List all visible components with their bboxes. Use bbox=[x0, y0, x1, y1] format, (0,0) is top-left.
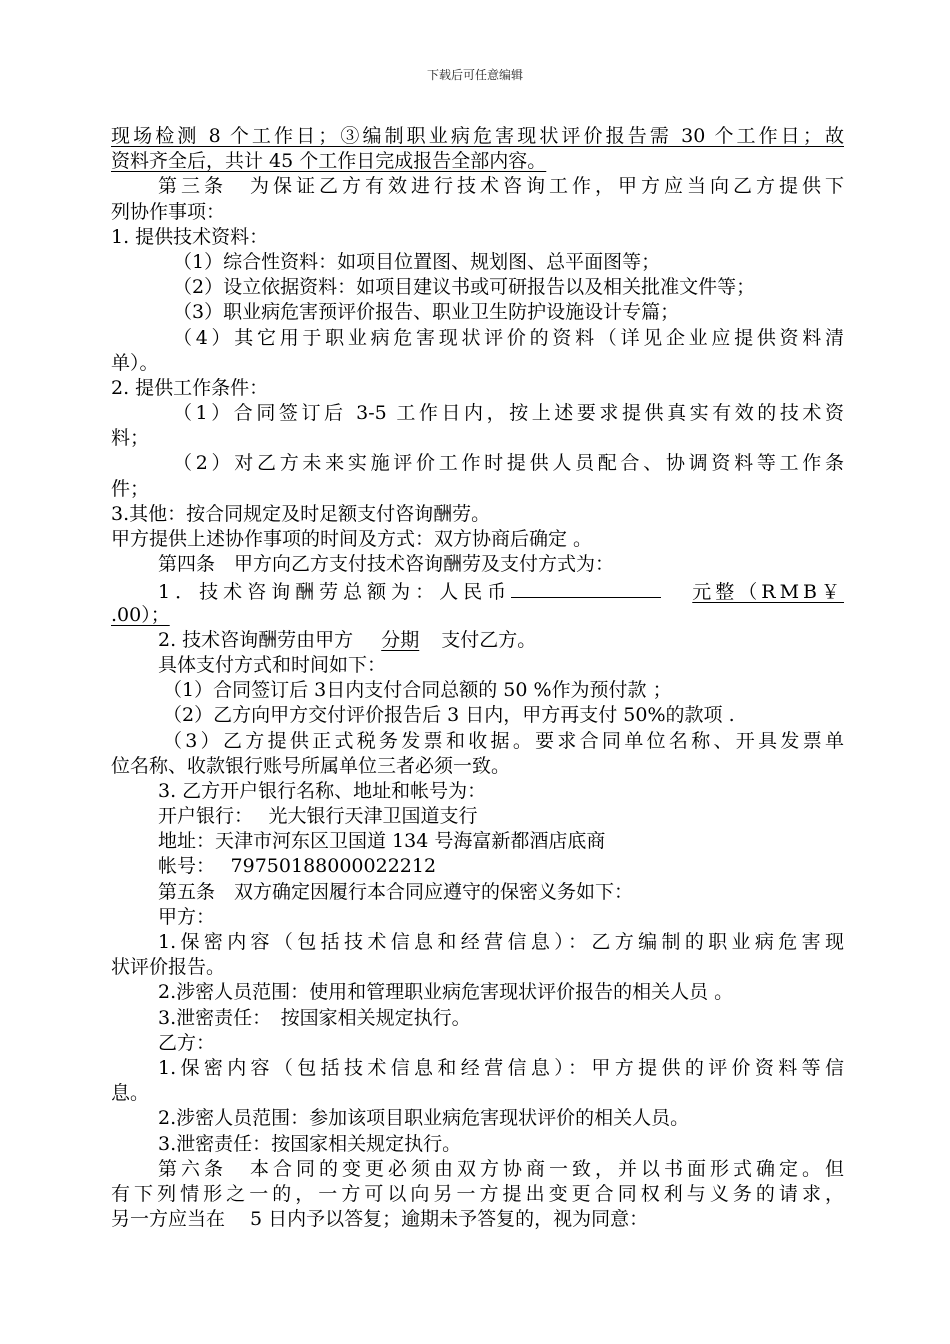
list-item: （2）乙方向甲方交付评价报告后 3 日内，甲方再支付 50%的款项 . bbox=[163, 704, 735, 727]
payment-method-value: 分期 bbox=[381, 628, 420, 651]
text-line: 单）。 bbox=[111, 351, 159, 374]
article-four-heading: 第四条 甲方向乙方支付技术咨询酬劳及支付方式为： bbox=[158, 553, 615, 576]
text-line: 1.保密内容（包括技术信息和经营信息）：乙方编制的职业病危害现 bbox=[158, 931, 844, 953]
text-line: 甲方： bbox=[158, 905, 216, 928]
text-line: 2. 提供工作条件： bbox=[111, 376, 269, 399]
page-header: 下载后可任意编辑 bbox=[426, 68, 523, 82]
text-line bbox=[111, 603, 844, 628]
text-line: 息。 bbox=[111, 1082, 150, 1105]
text-line: 3.泄密责任： 按国家相关规定执行。 bbox=[158, 1006, 471, 1029]
list-item: （2）设立依据资料：如项目建议书或可研报告以及相关批准文件等； bbox=[173, 276, 756, 299]
bank-name: 开户银行： 光大银行天津卫国道支行 bbox=[158, 805, 478, 828]
contract-body bbox=[111, 124, 844, 1232]
text-line: 件； bbox=[111, 477, 150, 500]
text-line: 1. 提供技术资料： bbox=[111, 225, 269, 248]
text-line: 料； bbox=[111, 427, 150, 450]
text-line: 2.涉密人员范围：使用和管理职业病危害现状评价报告的相关人员 。 bbox=[158, 981, 734, 1004]
text-line: 乙方： bbox=[158, 1031, 216, 1054]
bank-account: 帐号： 79750188000022212 bbox=[158, 855, 437, 878]
text-line: 2.涉密人员范围：参加该项目职业病危害现状评价的相关人员。 bbox=[158, 1107, 690, 1130]
text-line: 3.其他：按合同规定及时足额支付咨询酬劳。 bbox=[111, 502, 491, 525]
list-item: （1）合同签订后 3日内支付合同总额的 50 %作为预付款 ； bbox=[163, 679, 672, 702]
article-five-heading: 第五条 双方确定因履行本合同应遵守的保密义务如下： bbox=[158, 880, 634, 903]
list-item: （3）职业病危害预评价报告、职业卫生防护设施设计专篇； bbox=[173, 301, 680, 324]
text-line: 状评价报告。 bbox=[111, 956, 226, 979]
text-line: 甲方提供上述协作事项的时间及方式：双方协商后确定 。 bbox=[111, 528, 593, 550]
fee-currency-label: 元整（RMB￥ bbox=[692, 581, 844, 604]
list-item: （4）其它用于职业病危害现状评价的资料（详见企业应提供资料清 bbox=[173, 326, 844, 349]
text-line: 资料齐全后，共计 45 个工作日完成报告全部内容。 bbox=[111, 150, 547, 173]
article-three-heading: 第三条 为保证乙方有效进行技术咨询工作，甲方应当向乙方提供下 bbox=[158, 175, 844, 198]
payment-method-label: 2. 技术咨询酬劳由甲方 bbox=[158, 628, 360, 651]
fee-total-label: 1．技术咨询酬劳总额为：人民币 bbox=[158, 581, 512, 604]
text-line: 另一方应当在 5 日内予以答复；逾期未予答复的，视为同意： bbox=[111, 1208, 649, 1231]
payment-method-suffix: 支付乙方。 bbox=[441, 628, 537, 651]
fee-cents: .00）； bbox=[111, 603, 170, 626]
list-item: （2）对乙方未来实施评价工作时提供人员配合、协调资料等工作条 bbox=[173, 452, 844, 475]
article-six-heading: 第六条 本合同的变更必须由双方协商一致，并以书面形式确定。但 bbox=[158, 1157, 844, 1180]
text-line: 位名称、收款银行账号所属单位三者必须一致。 bbox=[111, 754, 511, 777]
payment-method-line bbox=[111, 628, 844, 653]
bank-address: 地址：天津市河东区卫国道 134 号海富新都酒店底商 bbox=[158, 830, 606, 853]
fee-amount-blank bbox=[511, 577, 661, 598]
text-line: 有下列情形之一的，一方可以向另一方提出变更合同权利与义务的请求， bbox=[111, 1182, 844, 1205]
text-line: 3. 乙方开户银行名称、地址和帐号为： bbox=[158, 779, 487, 802]
text-line: 现场检测 8 个工作日；③编制职业病危害现状评价报告需 30 个工作日；故 bbox=[111, 125, 844, 147]
text-line: 1.保密内容（包括技术信息和经营信息）：甲方提供的评价资料等信 bbox=[158, 1056, 844, 1079]
list-item: （1）综合性资料：如项目位置图、规划图、总平面图等； bbox=[173, 250, 661, 273]
text-line: 具体支付方式和时间如下： bbox=[158, 653, 387, 676]
text-line: 3.泄密责任：按国家相关规定执行。 bbox=[158, 1132, 462, 1155]
list-item: （3）乙方提供正式税务发票和收据。要求合同单位名称、开具发票单 bbox=[163, 729, 844, 752]
text-line: 列协作事项： bbox=[111, 200, 226, 223]
fee-total-line bbox=[111, 577, 844, 602]
list-item: （1）合同签订后 3-5 工作日内，按上述要求提供真实有效的技术资 bbox=[173, 402, 844, 425]
